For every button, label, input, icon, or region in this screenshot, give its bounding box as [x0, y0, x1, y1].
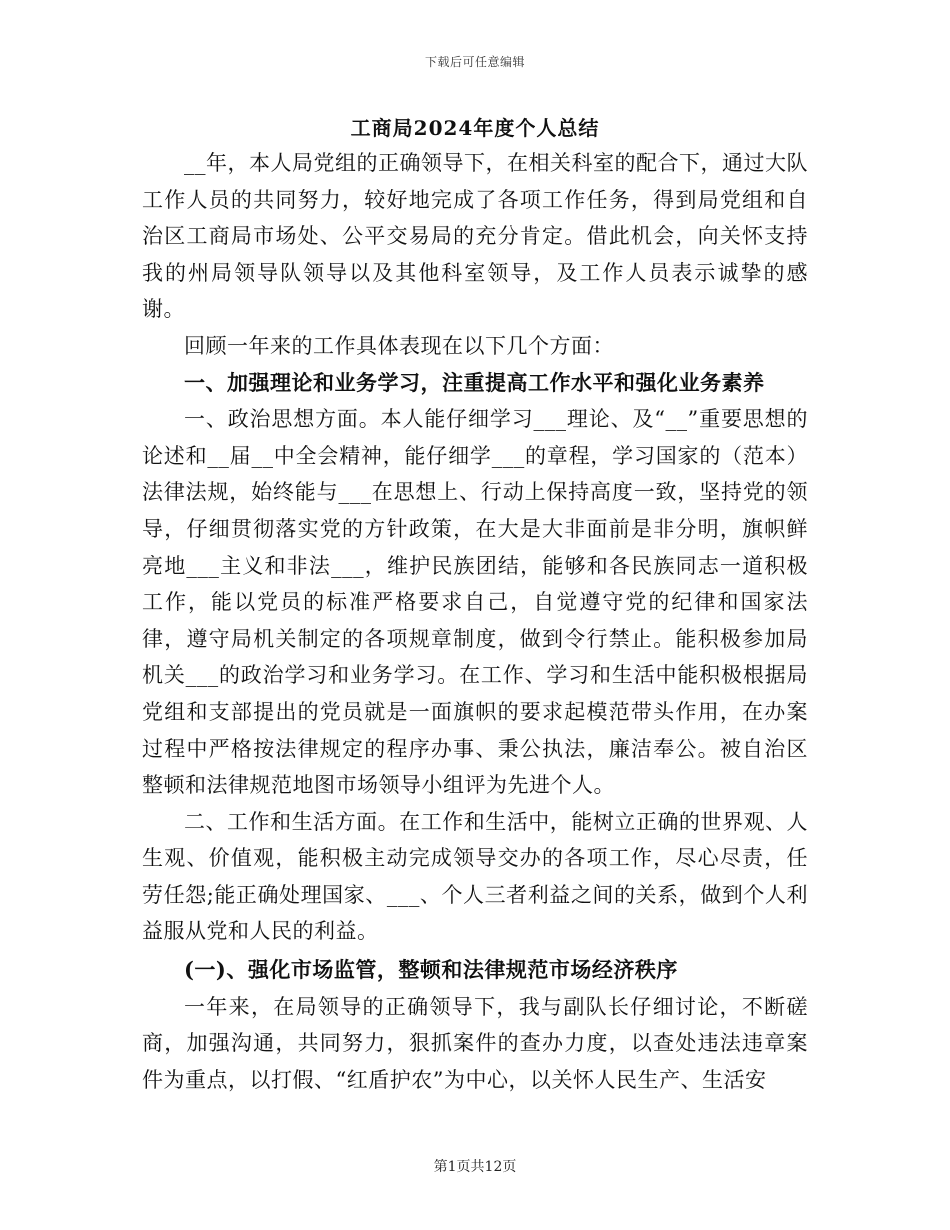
work-life-paragraph: 二、工作和生活方面。在工作和生活中，能树立正确的世界观、人生观、价值观，能积极主动完成领导交办的各项工作，尽心尽责，任劳任怨;能正确处理国家、___、个人三者利益之间的关系，做到个人利益服从党和人民的利益。: [142, 809, 808, 944]
header-note: 下载后可任意编辑: [424, 55, 525, 69]
overview-paragraph: 回顾一年来的工作具体表现在以下几个方面：: [184, 333, 614, 358]
intro-paragraph: __年，本人局党组的正确领导下，在相关科室的配合下，通过大队工作人员的共同努力，较好地完成了各项工作任务，得到局党组和自治区工商局市场处、公平交易局的充分肯定。借此机会，向关怀支持我的州局领导队领导以及其他科室领导，及工作人员表示诚挚的感谢。: [142, 151, 808, 322]
subsection-heading: (一)、强化市场监管，整顿和法律规范市场经济秩序: [184, 957, 678, 983]
document-body: [142, 145, 808, 1098]
section-heading: 一、加强理论和业务学习，注重提高工作水平和强化业务素养: [184, 369, 765, 395]
page-number-footer: 第1页共12页: [433, 1159, 517, 1175]
market-supervision-paragraph: 一年来，在局领导的正确领导下，我与副队长仔细讨论，不断磋商，加强沟通，共同努力，狠抓案件的查办力度，以查处违法违章案件为重点，以打假、“红盾护农”为中心，以关怀人民生产、生活安: [142, 994, 808, 1092]
political-thought-paragraph: 一、政治思想方面。本人能仔细学习___理论、及“__”重要思想的论述和__届__中全会精神，能仔细学___的章程，学习国家的（范本）法律法规，始终能与___在思想上、行动上保持高度一致，坚持党的领导，仔细贯彻落实党的方针政策，在大是大非面前是非分明，旗帜鲜亮地___主义和非法___，维护民族团结，能够和各民族同志一道积极工作，能以党员的标准严格要求自己，自觉遵守党的纪律和国家法律，遵守局机关制定的各项规章制度，做到令行禁止。能积极参加局机关___的政治学习和业务学习。在工作、学习和生活中能积极根据局党组和支部提出的党员就是一面旗帜的要求起模范带头作用，在办案过程中严格按法律规定的程序办事、秉公执法，廉洁奉公。被自治区整顿和法律规范地图市场领导小组评为先进个人。: [142, 407, 808, 798]
document-title: 工商局2024年度个人总结: [350, 116, 600, 140]
